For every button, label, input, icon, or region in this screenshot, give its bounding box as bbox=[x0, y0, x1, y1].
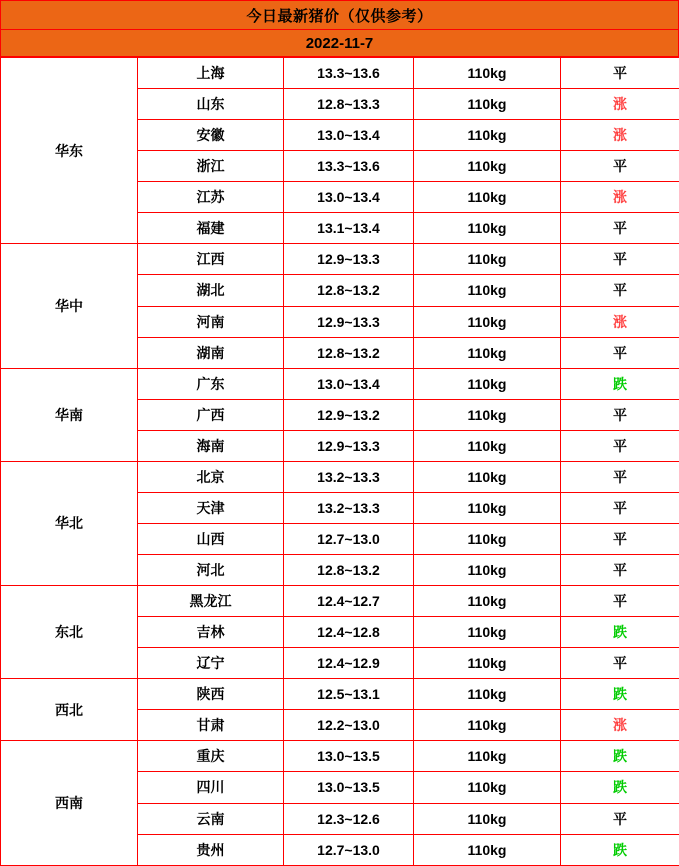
weight-cell: 110kg bbox=[414, 648, 561, 679]
weight-cell: 110kg bbox=[414, 523, 561, 554]
table-row bbox=[1, 741, 679, 772]
trend-cell: 跌 bbox=[561, 772, 679, 803]
table-row bbox=[1, 244, 679, 275]
price-cell: 12.9~13.3 bbox=[284, 244, 414, 275]
trend-cell: 涨 bbox=[561, 710, 679, 741]
trend-cell: 涨 bbox=[561, 182, 679, 213]
weight-cell: 110kg bbox=[414, 710, 561, 741]
price-cell: 12.4~12.7 bbox=[284, 586, 414, 617]
province-cell: 陕西 bbox=[138, 679, 284, 710]
province-cell: 安徽 bbox=[138, 120, 284, 151]
weight-cell: 110kg bbox=[414, 834, 561, 865]
weight-cell: 110kg bbox=[414, 772, 561, 803]
weight-cell: 110kg bbox=[414, 89, 561, 120]
price-cell: 12.9~13.3 bbox=[284, 430, 414, 461]
price-cell: 13.0~13.5 bbox=[284, 772, 414, 803]
price-table bbox=[0, 57, 679, 866]
table-row bbox=[1, 368, 679, 399]
trend-cell: 跌 bbox=[561, 368, 679, 399]
region-cell: 华中 bbox=[1, 244, 138, 368]
province-cell: 天津 bbox=[138, 492, 284, 523]
weight-cell: 110kg bbox=[414, 120, 561, 151]
weight-cell: 110kg bbox=[414, 213, 561, 244]
province-cell: 重庆 bbox=[138, 741, 284, 772]
table-row bbox=[1, 461, 679, 492]
province-cell: 山东 bbox=[138, 89, 284, 120]
price-cell: 12.8~13.3 bbox=[284, 89, 414, 120]
weight-cell: 110kg bbox=[414, 337, 561, 368]
trend-cell: 平 bbox=[561, 648, 679, 679]
province-cell: 江西 bbox=[138, 244, 284, 275]
weight-cell: 110kg bbox=[414, 306, 561, 337]
price-cell: 12.9~13.2 bbox=[284, 399, 414, 430]
trend-cell: 平 bbox=[561, 244, 679, 275]
trend-cell: 平 bbox=[561, 430, 679, 461]
trend-cell: 涨 bbox=[561, 89, 679, 120]
price-cell: 13.0~13.4 bbox=[284, 182, 414, 213]
region-cell: 华北 bbox=[1, 461, 138, 585]
province-cell: 海南 bbox=[138, 430, 284, 461]
weight-cell: 110kg bbox=[414, 492, 561, 523]
province-cell: 河南 bbox=[138, 306, 284, 337]
price-cell: 12.3~12.6 bbox=[284, 803, 414, 834]
trend-cell: 平 bbox=[561, 461, 679, 492]
price-cell: 13.0~13.4 bbox=[284, 120, 414, 151]
weight-cell: 110kg bbox=[414, 430, 561, 461]
region-cell: 东北 bbox=[1, 586, 138, 679]
region-cell: 华东 bbox=[1, 58, 138, 244]
date-row: 2022-11-7 bbox=[0, 30, 679, 57]
price-cell: 12.8~13.2 bbox=[284, 275, 414, 306]
trend-cell: 平 bbox=[561, 213, 679, 244]
province-cell: 辽宁 bbox=[138, 648, 284, 679]
weight-cell: 110kg bbox=[414, 58, 561, 89]
trend-cell: 跌 bbox=[561, 834, 679, 865]
province-cell: 山西 bbox=[138, 523, 284, 554]
trend-cell: 平 bbox=[561, 399, 679, 430]
province-cell: 上海 bbox=[138, 58, 284, 89]
province-cell: 湖南 bbox=[138, 337, 284, 368]
weight-cell: 110kg bbox=[414, 586, 561, 617]
weight-cell: 110kg bbox=[414, 679, 561, 710]
trend-cell: 平 bbox=[561, 337, 679, 368]
province-cell: 黑龙江 bbox=[138, 586, 284, 617]
province-cell: 吉林 bbox=[138, 617, 284, 648]
trend-cell: 涨 bbox=[561, 120, 679, 151]
trend-cell: 跌 bbox=[561, 679, 679, 710]
weight-cell: 110kg bbox=[414, 741, 561, 772]
province-cell: 云南 bbox=[138, 803, 284, 834]
province-cell: 广东 bbox=[138, 368, 284, 399]
trend-cell: 平 bbox=[561, 803, 679, 834]
province-cell: 浙江 bbox=[138, 151, 284, 182]
price-cell: 12.4~12.8 bbox=[284, 617, 414, 648]
trend-cell: 平 bbox=[561, 492, 679, 523]
province-cell: 江苏 bbox=[138, 182, 284, 213]
weight-cell: 110kg bbox=[414, 368, 561, 399]
province-cell: 四川 bbox=[138, 772, 284, 803]
price-cell: 13.3~13.6 bbox=[284, 151, 414, 182]
price-cell: 13.1~13.4 bbox=[284, 213, 414, 244]
trend-cell: 跌 bbox=[561, 741, 679, 772]
trend-cell: 平 bbox=[561, 523, 679, 554]
weight-cell: 110kg bbox=[414, 803, 561, 834]
price-cell: 12.4~12.9 bbox=[284, 648, 414, 679]
weight-cell: 110kg bbox=[414, 617, 561, 648]
province-cell: 北京 bbox=[138, 461, 284, 492]
province-cell: 贵州 bbox=[138, 834, 284, 865]
table-row bbox=[1, 586, 679, 617]
region-cell: 西北 bbox=[1, 679, 138, 741]
weight-cell: 110kg bbox=[414, 461, 561, 492]
weight-cell: 110kg bbox=[414, 275, 561, 306]
weight-cell: 110kg bbox=[414, 182, 561, 213]
price-cell: 13.2~13.3 bbox=[284, 461, 414, 492]
trend-cell: 涨 bbox=[561, 306, 679, 337]
weight-cell: 110kg bbox=[414, 244, 561, 275]
region-cell: 西南 bbox=[1, 741, 138, 866]
price-cell: 12.7~13.0 bbox=[284, 834, 414, 865]
trend-cell: 平 bbox=[561, 275, 679, 306]
province-cell: 湖北 bbox=[138, 275, 284, 306]
table-row bbox=[1, 58, 679, 89]
price-cell: 12.8~13.2 bbox=[284, 555, 414, 586]
price-cell: 13.2~13.3 bbox=[284, 492, 414, 523]
page-title: 今日最新猪价（仅供参考） bbox=[0, 0, 679, 30]
trend-cell: 跌 bbox=[561, 617, 679, 648]
province-cell: 甘肃 bbox=[138, 710, 284, 741]
trend-cell: 平 bbox=[561, 58, 679, 89]
price-table-body bbox=[1, 58, 679, 866]
price-cell: 13.0~13.5 bbox=[284, 741, 414, 772]
province-cell: 福建 bbox=[138, 213, 284, 244]
province-cell: 河北 bbox=[138, 555, 284, 586]
price-cell: 12.2~13.0 bbox=[284, 710, 414, 741]
trend-cell: 平 bbox=[561, 151, 679, 182]
weight-cell: 110kg bbox=[414, 555, 561, 586]
price-cell: 12.9~13.3 bbox=[284, 306, 414, 337]
price-cell: 12.5~13.1 bbox=[284, 679, 414, 710]
table-row bbox=[1, 679, 679, 710]
province-cell: 广西 bbox=[138, 399, 284, 430]
region-cell: 华南 bbox=[1, 368, 138, 461]
price-cell: 12.8~13.2 bbox=[284, 337, 414, 368]
trend-cell: 平 bbox=[561, 555, 679, 586]
price-cell: 12.7~13.0 bbox=[284, 523, 414, 554]
price-cell: 13.3~13.6 bbox=[284, 58, 414, 89]
price-cell: 13.0~13.4 bbox=[284, 368, 414, 399]
trend-cell: 平 bbox=[561, 586, 679, 617]
weight-cell: 110kg bbox=[414, 399, 561, 430]
weight-cell: 110kg bbox=[414, 151, 561, 182]
